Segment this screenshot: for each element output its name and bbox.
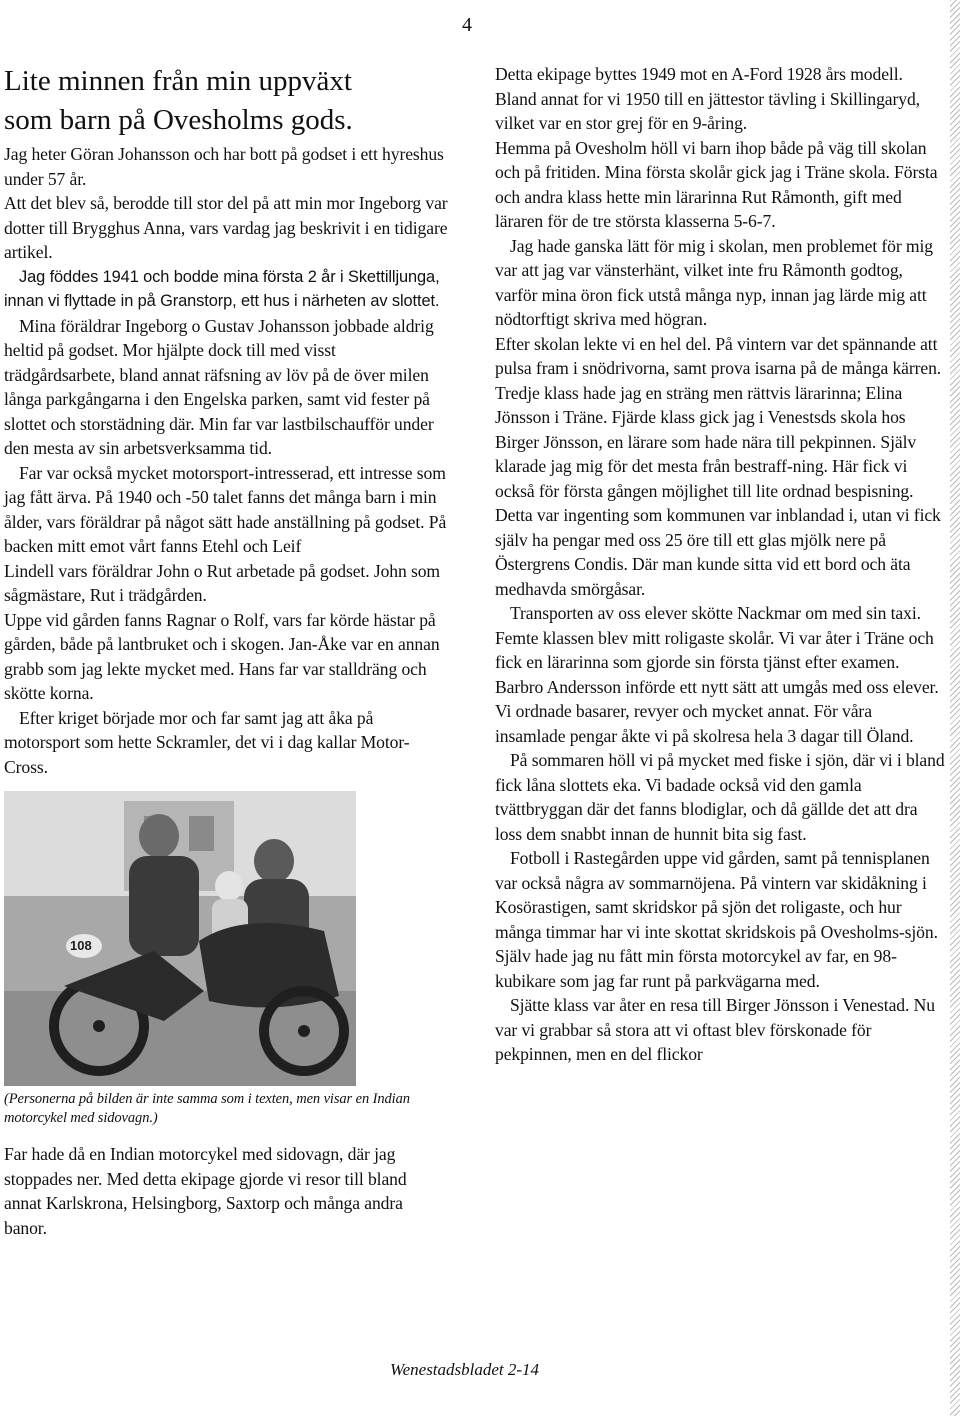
right-paragraph-4: Jag hade ganska lätt för mig i skolan, men problemet för mig var att jag var vänsterhänt, vilket inte fru Råmonth godtog, varför mina öron fick utstå många nyp, innan jag lärde mig att nödtorftigt skriva med högran.: [495, 235, 933, 329]
right-paragraph-1: Detta ekipage byttes 1949 mot en A-Ford 1928 års modell.: [495, 64, 903, 84]
article-title: [4, 62, 448, 140]
title-line-1: Lite minnen från min uppväxt: [4, 65, 352, 97]
left-paragraph-2: Att det blev så, berodde till stor del på att min mor Ingeborg var dotter till Brygghus Anna, vars vardag jag beskrivit i en tidigare artikel.: [4, 193, 448, 262]
motorcycle-sidecar-photo: [4, 791, 356, 1086]
right-paragraph-6: Transporten av oss elever skötte Nackmar om med sin taxi. Femte klassen blev mitt roligaste skolår. Vi var åter i Träne och fick en lärarinna som gjorde sin första tjänst efter examen. Barbro Andersson införde ett nytt sätt att umgås med oss elever. Vi ordnade basarer, revyer och mycket annat. För våra insamlade pengar åkte vi på skolresa hela 3 dagar till Öland.: [495, 603, 939, 746]
right-paragraph-10: Sjätte klass var åter en resa till Birger Jönsson i Venestad. Nu var vi grabbar så stora att vi oftast blev förskonade för pekpinnen, men en del flickor: [495, 995, 935, 1064]
photo-caption: (Personerna på bilden är inte samma som i texten, men visar en Indian motorcykel med sidovagn.): [4, 1091, 410, 1126]
right-paragraph-7: På sommaren höll vi på mycket med fiske i sjön, där vi i bland fick låna slottets eka. Vi badade också vid den gamla tvättbryggan där det fanns blodiglar, och då gällde det att dra loss dem snabbt innan de hunnit bita sig fast.: [495, 750, 945, 844]
right-paragraph-5: Efter skolan lekte vi en hel del. På vintern var det spännande att pulsa fram i snödrivorna, samt prova isarna på de många kärren. Tredje klass hade jag en sträng men rättvis lärarinna; Elina Jönsson i Träne. Fjärde klass gick jag i Venestsds skola hos Birger Jönsson, en lärare som hade nära till pekpinnen. Själv klarade jag mig för det mesta från bestraff-ning. Här fick vi också för första gången möjlighet till lite ordnad bespisning. Detta var ingenting som kommunen var inblandad i, utan vi fick själv ha pengar med oss 25 öre till ett glas mjölk nere på Östergrens Condis. Där man kunde sitta vid ett bord och äta medhavda smörgåsar.: [495, 333, 942, 599]
right-paragraph-8: Fotboll i Rastegården uppe vid gården, samt på tennisplanen var också några av sommarnöjena. På vintern var skidåkning i Kosörastigen, samt skridskor på sjön det roligaste, och hur många timmar har vi inte skottat skridskois på Ovesholms-sjön.: [495, 848, 938, 942]
left-paragraph-7: Uppe vid gården fanns Ragnar o Rolf, vars far körde hästar på gården, både på lantbruket och i skogen. Jan-Åke var en annan grabb som jag lekte mycket med. Hans far var stalldräng och skötte korna.: [4, 609, 440, 703]
left-paragraph-1: Jag heter Göran Johansson och har bott på godset i ett hyreshus under 57 år.: [4, 144, 444, 189]
left-paragraph-3: Jag föddes 1941 och bodde mina första 2 år i Skettilljunga, innan vi flyttade in på Granstorp, ett hus i närheten av slottet.: [4, 267, 440, 310]
right-column: [495, 62, 945, 1067]
left-paragraph-9: Far hade då en Indian motorcykel med sidovagn, där jag stoppades ner. Med detta ekipage gjorde vi resor till bland annat Karlskrona, Helsingborg, Saxtorp och många andra banor.: [4, 1144, 407, 1238]
left-paragraph-4: Mina föräldrar Ingeborg o Gustav Johansson jobbade aldrig heltid på godset. Mor hjälpte dock till med visst trädgårdsarbete, bland annat räfsning av löv på de över milen långa parkgångarna i den Engelska parken, samt vid fester på slottet och storstädning där. Min far var lastbilschaufför under den mesta av sin arbetsverksamma tid.: [4, 315, 434, 458]
plate-number: 108: [70, 938, 92, 953]
page-number: 4: [462, 14, 472, 36]
right-paragraph-2: Bland annat for vi 1950 till en jättestor tävling i Skillingaryd, vilket var en stor grej för en 9-åring.: [495, 88, 920, 133]
left-paragraph-8: Efter kriget började mor och far samt jag att åka på motorsport som hette Sckramler, det vi i dag kallar Motor-Cross.: [4, 707, 410, 777]
left-column: [4, 62, 448, 1240]
right-paragraph-9: Själv hade jag nu fått min första motorcykel av far, en 98-kubikare som jag far runt på parkvägarna med.: [495, 946, 897, 991]
title-line-2: som barn på Ovesholms gods.: [4, 104, 353, 136]
footer-publication: Wenestadsbladet 2-14: [390, 1360, 540, 1379]
right-paragraph-3: Hemma på Ovesholm höll vi barn ihop både på väg till skolan och på fritiden. Mina första skolår gick jag i Träne skola. Första och andra klass hette min lärarinna Rut Råmonth, gift med läraren för de tre största klasserna 5-6-7.: [495, 137, 938, 231]
left-paragraph-6: Lindell vars föräldrar John o Rut arbetade på godset. John som sågmästare, Rut i trädgården.: [4, 560, 440, 605]
left-paragraph-5: Far var också mycket motorsport-intresserad, ett intresse som jag fått ärva. På 1940 och -50 talet fanns det många barn i min ålder, vars föräldrar på något sätt hade anställning på godset. På backen mitt emot vårt fanns Etehl och Leif: [4, 462, 447, 556]
page-border-decoration: [950, 0, 960, 1416]
